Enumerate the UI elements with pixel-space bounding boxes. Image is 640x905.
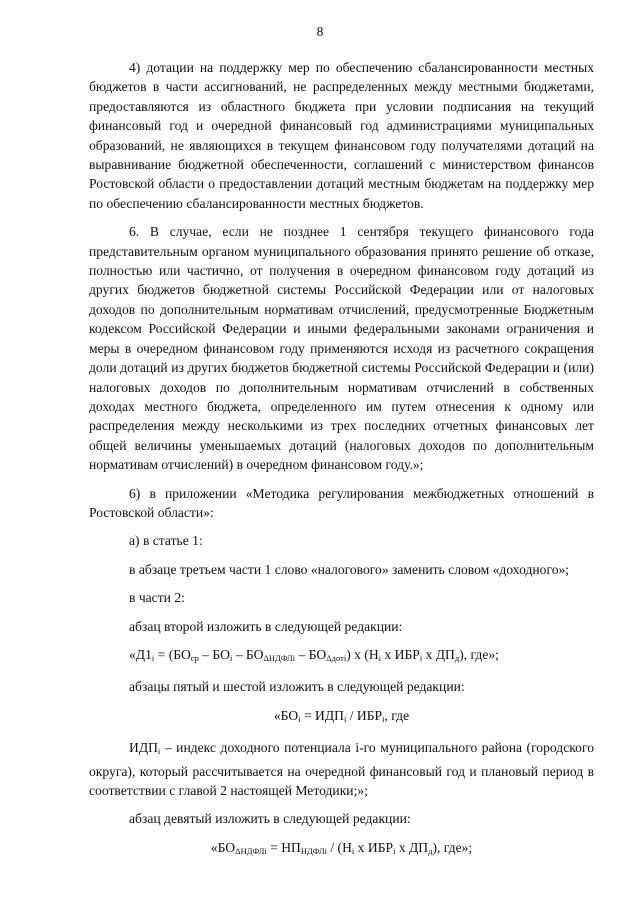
formula-d1-part: = (БО	[154, 646, 191, 662]
idp-text: – индекс доходного потенциала i-го муниципального района (городского округа), который рассчитывается на очередной финансовый год и плановый период в соответствии с главой 2 настоящей Методики;»;	[89, 740, 594, 798]
formula-bo-part: = ИДП	[300, 707, 344, 723]
formula-bo	[89, 706, 594, 729]
paragraph-appendix: 6) в приложении «Методика регулирования межбюджетных отношений в Ростовской области»:	[89, 485, 594, 520]
formula-ndfl-part: «БО	[210, 839, 236, 855]
formula-ndfl-part: x ДП	[395, 839, 429, 855]
formula-bo-ndfl	[89, 838, 594, 861]
paragraph-part-2: в части 2:	[129, 590, 185, 606]
paragraph-fifth-sixth: абзацы пятый и шестой изложить в следующей редакции:	[129, 679, 465, 695]
formula-d1-part: x ДП	[422, 646, 455, 662]
formula-d1	[89, 645, 594, 668]
formula-bo-sub: i	[343, 713, 347, 724]
formula-ndfl-part: = НП	[266, 839, 301, 855]
formula-d1-part: – БО	[198, 646, 230, 662]
formula-ndfl-sub: ΔНДФЛi	[235, 845, 267, 856]
formula-d1-sub: i	[419, 652, 423, 663]
formula-ndfl-sub: i	[351, 845, 355, 856]
idp-term: ИДП	[129, 740, 158, 756]
formula-d1-sub: i	[151, 652, 155, 663]
formula-d1-part: – БО	[232, 646, 264, 662]
formula-d1-part: ) x (Н	[346, 646, 379, 662]
paragraph-subsidies: 4) дотации на поддержку мер по обеспечению сбалансированности местных бюджетов в части ассигнований, не распределенных между местными бюджетами, предоставляются из областного бюджета при условии подписания на текущий финансовый год и очередной финансовый год администрациями муниципальных образований, не являющихся в текущем финансовом году получателями дотаций на выравнивание бюджетной обеспеченности, соглашений с министерством финансов Ростовской области о предоставлении дотаций местным бюджетам на поддержку мер по обеспечению сбалансированности местных бюджетов.	[89, 60, 594, 211]
formula-d1-part: «Д1	[129, 646, 152, 662]
paragraph-article-1: а) в статье 1:	[129, 533, 203, 549]
formula-bo-part: / ИБР	[346, 707, 383, 723]
formula-ndfl-part: ), где»;	[432, 839, 473, 855]
paragraph-ninth-abzac: абзац девятый изложить в следующей редакции:	[129, 811, 411, 827]
formula-d1-part: – БО	[295, 646, 327, 662]
idp-sub: i	[157, 746, 161, 757]
page-number: 8	[316, 24, 324, 39]
formula-d1-sub: ΔНДФЛi	[263, 652, 296, 663]
formula-d1-part: x ИБР	[381, 646, 420, 662]
paragraph-idp-definition	[89, 738, 594, 800]
formula-bo-sub: i	[382, 713, 385, 724]
paragraph-second-abzac: абзац второй изложить в следующей редакции:	[129, 618, 403, 634]
formula-d1-sub: i	[229, 652, 233, 663]
formula-d1-part: ), где»;	[459, 646, 499, 662]
formula-d1-sub: i	[378, 652, 382, 663]
formula-d1-sub: д	[454, 652, 460, 663]
paragraph-part-1: в абзаце третьем части 1 слово «налогового» заменить словом «доходного»;	[129, 561, 570, 577]
formula-ndfl-sub: i	[393, 845, 396, 856]
document-body	[89, 58, 594, 870]
formula-d1-sub: Δдотi	[326, 652, 347, 663]
formula-ndfl-part: x ИБР	[354, 839, 394, 855]
paragraph-item-6: 6. В случае, если не позднее 1 сентября текущего финансового года представительным органом муниципального образования принято решение об отказе, полностью или частично, от получения в очередном финансовом году дотаций из других бюджетов бюджетной системы Российской Федерации или от налоговых доходов по дополнительным нормативам отчислений, предусмотренные Бюджетным кодексом Российской Федерации и иными федеральными законами ограничения и меры в очередном финансовом году применяются исходя из расчетного сокращения доли дотаций из других бюджетов бюджетной системы Российской Федерации и (или) налоговых доходов по дополнительным нормативам отчислений в собственных доходах местного бюджета, определенного им путем отнесения к одному или распределения между несколькими из трех последних отчетных финансовых лет общей величины уменьшаемых дотаций (налоговых доходов по дополнительным нормативам отчислений) в очередном финансовом году.»;	[89, 224, 594, 473]
formula-bo-part: , где	[384, 707, 410, 723]
formula-ndfl-part: / (Н	[326, 839, 352, 855]
formula-ndfl-sub: д	[428, 845, 433, 856]
formula-bo-sub: i	[298, 713, 301, 724]
formula-d1-sub: ср	[190, 652, 199, 663]
formula-bo-part: «БО	[273, 707, 299, 723]
formula-ndfl-sub: НДФЛi	[300, 845, 327, 856]
